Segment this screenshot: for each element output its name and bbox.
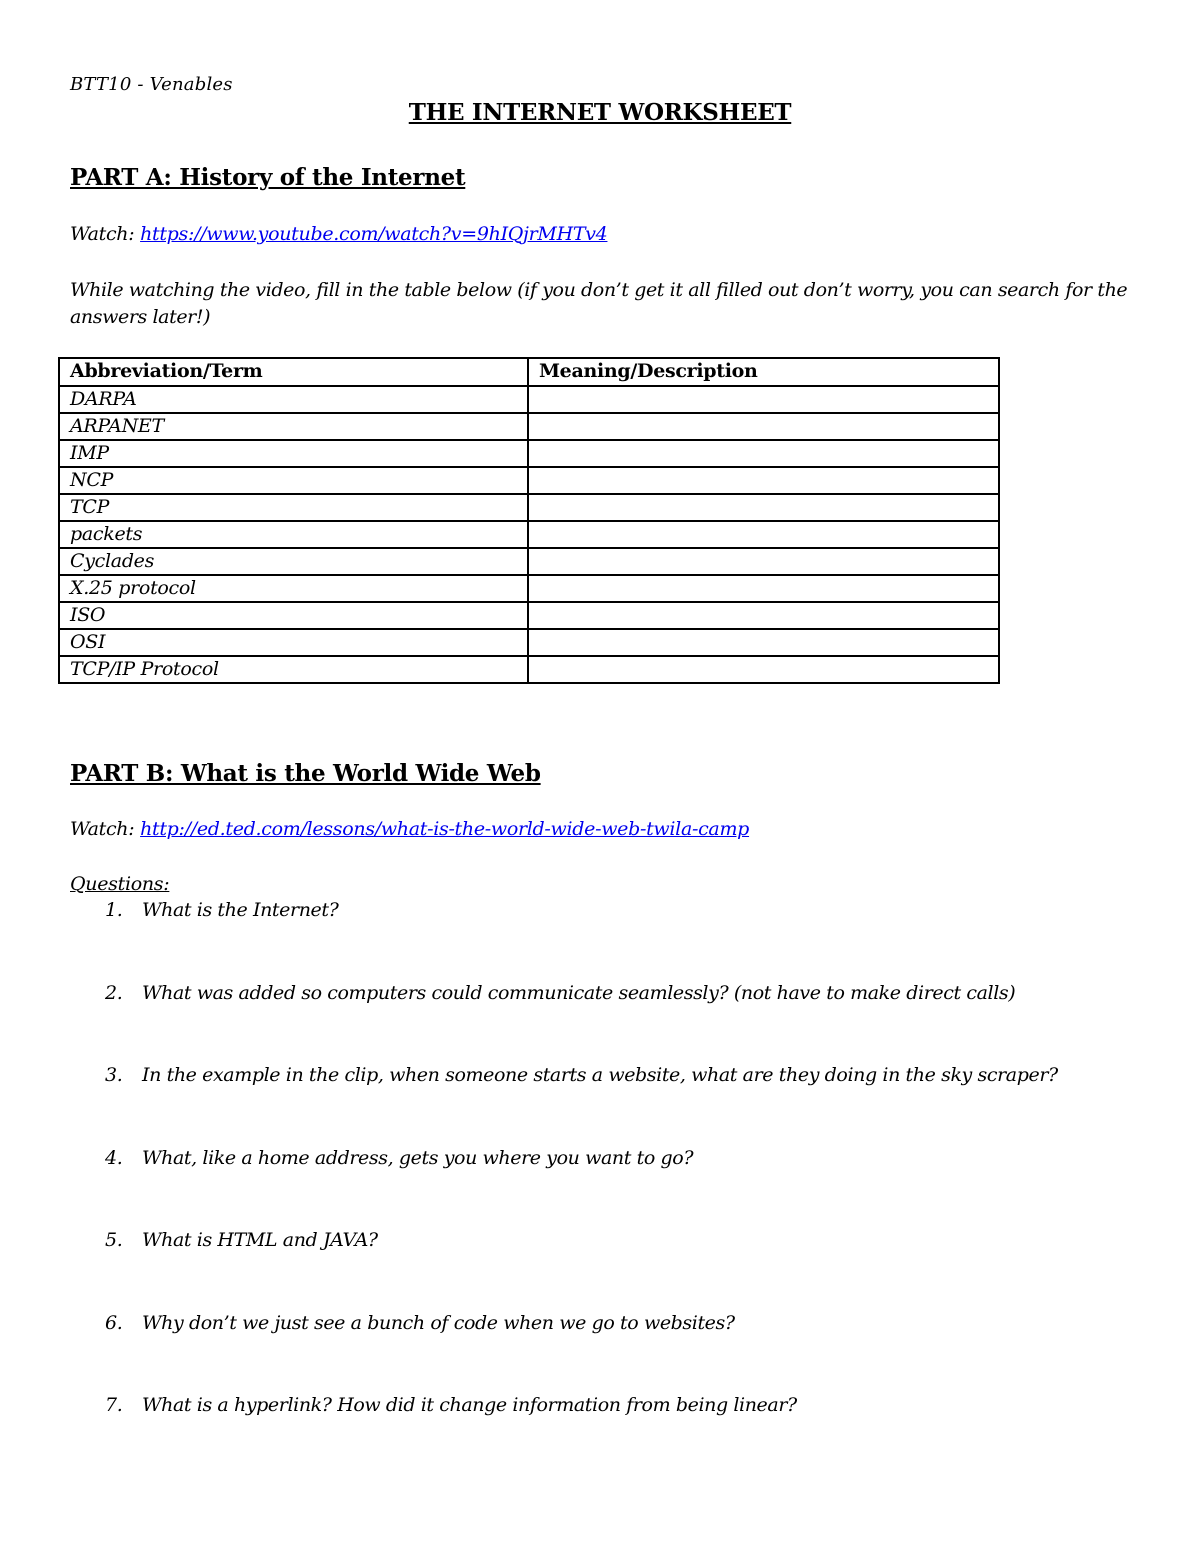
term-cell: X.25 protocol — [59, 575, 528, 602]
term-cell: DARPA — [59, 386, 528, 413]
questions-label: Questions: — [70, 873, 170, 895]
table-row — [59, 602, 999, 629]
question-text: What is the Internet? — [142, 899, 339, 921]
question-text: In the example in the clip, when someone starts a website, what are they doing in the sky scraper? — [142, 1064, 1058, 1086]
table-row — [59, 575, 999, 602]
question-number: 1. — [105, 899, 123, 921]
table-row — [59, 467, 999, 494]
question-number: 6. — [105, 1311, 123, 1334]
term-cell: Cyclades — [59, 548, 528, 575]
question-text: What, like a home address, gets you where you want to go? — [142, 1146, 694, 1169]
meaning-cell[interactable] — [528, 386, 999, 413]
terms-table — [58, 357, 1000, 684]
question-item — [70, 899, 1150, 982]
part-b-video-link[interactable]: http://ed.ted.com/lessons/what-is-the-world-wide-web-twila-camp — [140, 818, 750, 840]
question-number: 5. — [105, 1229, 123, 1251]
question-item — [70, 982, 1150, 1065]
term-cell: ISO — [59, 602, 528, 629]
page-title: THE INTERNET WORKSHEET — [408, 99, 792, 126]
table-header-row — [59, 358, 999, 386]
header-note: BTT10 - Venables — [70, 74, 233, 95]
part-a-video-link[interactable]: https://www.youtube.com/watch?v=9hIQjrMHTv4 — [140, 223, 608, 245]
question-text: What was added so computers could communicate seamlessly? (not have to make direct calls) — [142, 981, 1016, 1004]
meaning-cell[interactable] — [528, 656, 999, 683]
table-row — [59, 440, 999, 467]
meaning-cell[interactable] — [528, 413, 999, 440]
table-row — [59, 413, 999, 440]
question-text: What is a hyperlink? How did it change information from being linear? — [142, 1394, 797, 1416]
meaning-cell[interactable] — [528, 548, 999, 575]
part-a-heading: PART A: History of the Internet — [70, 164, 466, 191]
question-item — [70, 1394, 1150, 1477]
part-b-watch-line — [70, 818, 749, 840]
question-item — [70, 1147, 1150, 1230]
term-cell: IMP — [59, 440, 528, 467]
question-item — [70, 1312, 1150, 1395]
questions-list — [70, 899, 1150, 1477]
column-header-term: Abbreviation/Term — [59, 358, 528, 386]
term-cell: ARPANET — [59, 413, 528, 440]
question-text: What is HTML and JAVA? — [142, 1229, 378, 1251]
part-a-watch-label: Watch: — [70, 223, 135, 245]
question-item — [70, 1229, 1150, 1312]
table-row — [59, 548, 999, 575]
meaning-cell[interactable] — [528, 440, 999, 467]
term-cell: packets — [59, 521, 528, 548]
question-number: 2. — [105, 981, 123, 1004]
table-row — [59, 656, 999, 683]
question-number: 3. — [105, 1064, 123, 1086]
question-number: 4. — [105, 1146, 123, 1169]
term-cell: TCP/IP Protocol — [59, 656, 528, 683]
meaning-cell[interactable] — [528, 494, 999, 521]
term-cell: OSI — [59, 629, 528, 656]
meaning-cell[interactable] — [528, 602, 999, 629]
question-number: 7. — [105, 1394, 123, 1416]
meaning-cell[interactable] — [528, 521, 999, 548]
part-b-heading: PART B: What is the World Wide Web — [70, 760, 541, 787]
part-a-instructions: While watching the video, fill in the table below (if you don’t get it all filled out don’t worry, you can search for the answers later!) — [70, 279, 1128, 328]
term-cell: NCP — [59, 467, 528, 494]
part-a-watch-line — [70, 223, 607, 245]
part-b-watch-label: Watch: — [70, 818, 135, 840]
meaning-cell[interactable] — [528, 467, 999, 494]
table-row — [59, 521, 999, 548]
term-cell: TCP — [59, 494, 528, 521]
table-row — [59, 386, 999, 413]
question-text: Why don’t we just see a bunch of code when we go to websites? — [142, 1311, 735, 1334]
table-row — [59, 494, 999, 521]
question-item — [70, 1064, 1150, 1147]
meaning-cell[interactable] — [528, 575, 999, 602]
column-header-meaning: Meaning/Description — [528, 358, 999, 386]
table-row — [59, 629, 999, 656]
meaning-cell[interactable] — [528, 629, 999, 656]
